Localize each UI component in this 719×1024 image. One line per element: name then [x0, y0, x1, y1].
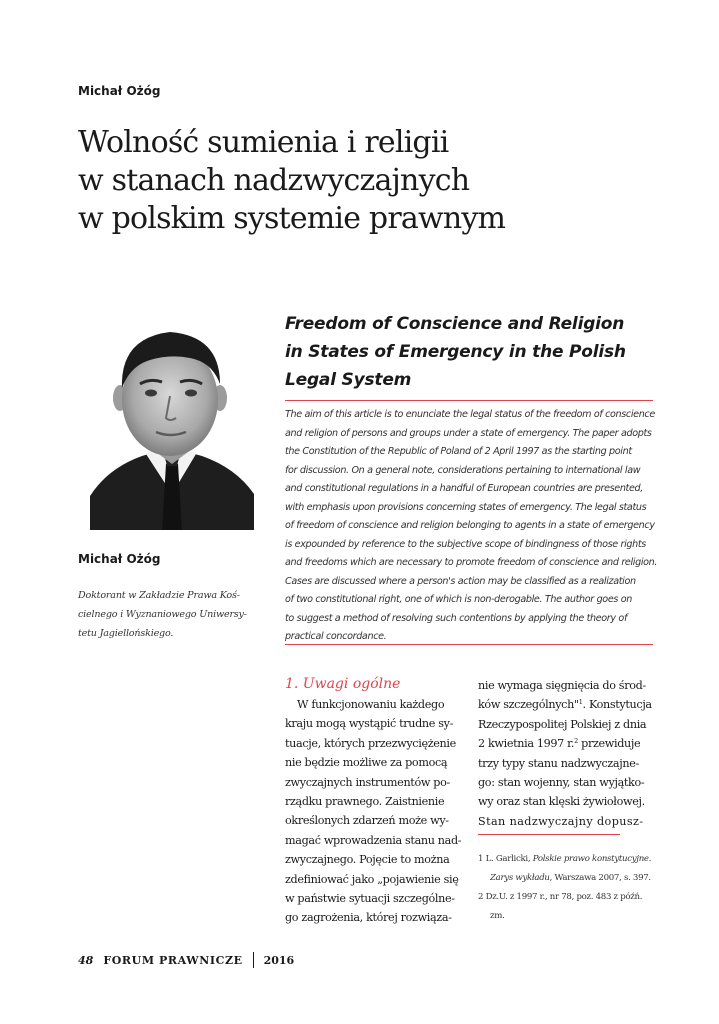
footnote-ref-1[interactable]: 1 — [578, 698, 583, 707]
title-line: w stanach nadzwyczajnych — [78, 163, 470, 198]
body-line: w państwie sytuacji szczególne- — [285, 892, 455, 906]
abstract-line: with emphasis upon provisions concerning states of emergency. The legal status — [285, 501, 647, 513]
footnote-italic: Polskie prawo konstytucyjne. — [532, 854, 652, 864]
body-line: Stan nadzwyczajny dopusz- — [478, 814, 644, 828]
affiliation-line: cielnego i Wyznaniowego Uniwersy- — [78, 609, 247, 620]
body-line: rządku prawnego. Zaistnienie — [285, 795, 445, 809]
body-line: kraju mogą wystąpić trudne sy- — [285, 717, 454, 731]
body-line: go zagrożenia, której rozwiąza- — [285, 911, 452, 925]
abstract-line: Cases are discussed where a person's action may be classified as a realization — [285, 575, 636, 587]
journal-year: 2016 — [263, 953, 295, 967]
abstract-line: and freedoms which are necessary to promote freedom of conscience and religion. — [285, 557, 658, 568]
footnote-2: 2 Dz.U. z 1997 r., nr 78, poz. 483 z późń. — [478, 892, 643, 902]
body-line — [478, 734, 656, 753]
abstract-line: the Constitution of the Republic of Poland of 2 April 1997 as the starting point — [285, 446, 632, 457]
abstract — [285, 406, 657, 647]
body-line: W funkcjonowaniu każdego — [297, 698, 445, 711]
body-line: określonych zdarzeń może wy- — [285, 814, 449, 828]
body-text: . Konstytucja — [582, 698, 652, 712]
body-line: zwyczajnych instrumentów po- — [285, 775, 450, 789]
page-number: 48 — [78, 953, 94, 967]
body-line: Rzeczypospolitej Polskiej z dnia — [478, 717, 647, 731]
page-footer — [78, 952, 294, 968]
footnote-rule — [478, 834, 620, 835]
abstract-line: and constitutional regulations in a handful of European countries are presented, — [285, 483, 643, 494]
body-line: nie wymaga sięgnięcia do środ- — [478, 679, 646, 692]
body-line: magać wprowadzenia stanu nad- — [285, 833, 462, 847]
affiliation-line: Doktorant w Zakładzie Prawa Koś- — [78, 590, 240, 601]
abstract-line: to suggest a method of resolving such contentions by applying the theory of — [285, 612, 627, 624]
abstract-line: of freedom of conscience and religion belonging to agents in a state of emergency — [285, 520, 655, 531]
footnote-ref-2[interactable]: 2 — [574, 737, 578, 746]
body-text: przewiduje — [577, 737, 641, 751]
english-title-line: Freedom of Conscience and Religion — [285, 314, 625, 334]
body-line: go: stan wojenny, stan wyjątko- — [478, 776, 645, 790]
author-affiliation — [78, 586, 268, 643]
article-author: Michał Ożóg — [78, 84, 161, 98]
sidebar-author: Michał Ożóg — [78, 552, 161, 566]
body-column-2 — [478, 676, 656, 831]
footnote-text: 1 L. Garlicki, — [478, 854, 533, 864]
body-column-1 — [285, 695, 463, 928]
article-title — [78, 124, 678, 238]
footnote-1-cont — [478, 869, 658, 888]
abstract-top-rule — [285, 400, 653, 401]
body-line: trzy typy stanu nadzwyczajne- — [478, 756, 639, 770]
title-line: Wolność sumienia i religii — [78, 125, 449, 160]
footnotes — [478, 850, 658, 926]
body-line — [478, 695, 656, 714]
footnote-italic: Zarys wykładu — [490, 873, 550, 883]
body-line: zdefiniować jako „pojawienie się — [285, 872, 459, 886]
footnote-text: , Warszawa 2007, s. 397. — [549, 873, 651, 883]
author-photo — [90, 318, 254, 530]
footer-separator — [253, 952, 254, 968]
abstract-line: practical concordance. — [285, 631, 387, 642]
english-title-line: in States of Emergency in the Polish — [285, 342, 626, 362]
abstract-line: is expounded by reference to the subjective scope of bindingness of those rights — [285, 538, 646, 550]
footnote-1 — [478, 850, 658, 869]
abstract-line: The aim of this article is to enunciate the legal status of the freedom of conscience — [285, 409, 655, 420]
journal-name: FORUM PRAWNICZE — [103, 953, 243, 967]
abstract-line: of two constitutional right, one of which is non-derogable. The author goes on — [285, 594, 632, 605]
affiliation-line: tetu Jagiellońskiego. — [78, 628, 174, 639]
abstract-bottom-rule — [285, 644, 653, 645]
title-line: w polskim systemie prawnym — [78, 201, 506, 236]
abstract-line: for discussion. On a general note, considerations pertaining to international law — [285, 464, 641, 476]
footnote-2-cont: zm. — [490, 911, 505, 921]
english-title — [285, 310, 685, 394]
body-line: zwyczajnego. Pojęcie to można — [285, 853, 450, 867]
abstract-line: and religion of persons and groups under a state of emergency. The paper adopts — [285, 427, 652, 439]
body-line: tuacje, których przezwyciężenie — [285, 736, 456, 750]
section-heading: 1. Uwagi ogólne — [285, 676, 401, 692]
body-text: ków szczególnych" — [478, 698, 579, 712]
body-line: wy oraz stan klęski żywiołowej. — [478, 795, 645, 809]
body-text: 2 kwietnia 1997 r. — [478, 737, 575, 751]
english-title-line: Legal System — [285, 370, 412, 390]
body-line: nie będzie możliwe za pomocą — [285, 756, 448, 770]
